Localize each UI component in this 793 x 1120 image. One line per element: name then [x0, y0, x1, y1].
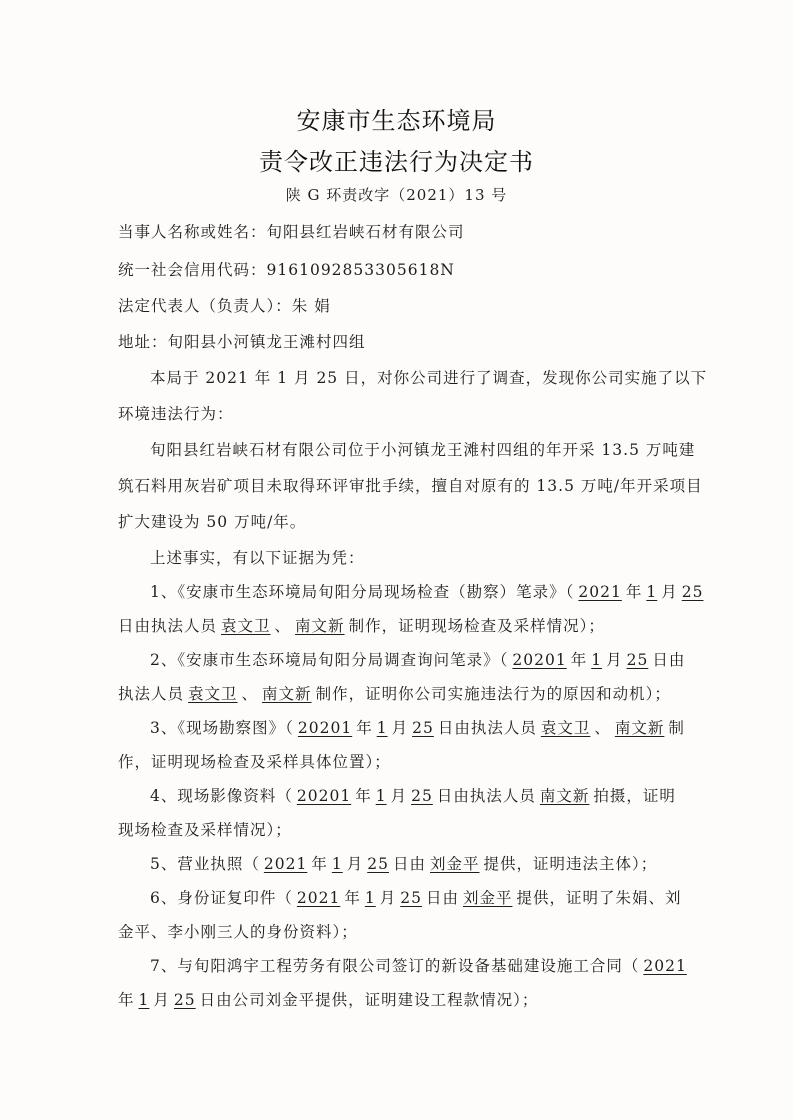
- party-name-value: 旬阳县红岩峡石材有限公司: [266, 223, 465, 241]
- evidence-text: 月: [346, 855, 364, 873]
- evidence-text: 拍摄，证明: [593, 787, 676, 805]
- evidence-text: 提供，证明违法主体）；: [483, 855, 658, 873]
- filled-year: 2021: [643, 957, 687, 975]
- evidence-text: 1、《安康市生态环境局旬阳分局现场检查（勘察）笔录》（: [150, 583, 575, 601]
- evidence-item-cont: 现场检查及采样情况）；: [118, 821, 292, 839]
- evidence-text: 日由执法人员: [436, 787, 536, 805]
- evidence-item: [150, 716, 685, 738]
- filled-day: 25: [173, 991, 196, 1009]
- evidence-item-cont: 作，证明现场检查及采样具体位置）；: [118, 753, 391, 771]
- evidence-text: 、: [274, 617, 292, 635]
- filled-month: 1: [375, 787, 387, 805]
- evidence-text: 制作，证明你公司实施违法行为的原因和动机）；: [315, 685, 671, 703]
- evidence-text: 日由执法人员: [118, 617, 218, 635]
- paragraph-line: 筑石料用灰岩矿项目未取得环评审批手续，擅自对原有的 13.5 万吨/年开采项目: [118, 477, 703, 495]
- evidence-text: 年: [625, 583, 643, 601]
- evidence-text: 3、《现场勘察图》（: [150, 719, 294, 737]
- evidence-text: 、: [241, 685, 259, 703]
- address-row: [118, 330, 366, 352]
- evidence-text: 日由: [392, 855, 426, 873]
- evidence-text: 制作，证明现场检查及采样情况）；: [348, 617, 605, 635]
- filled-year: 2021: [296, 889, 341, 907]
- evidence-text: 2、《安康市生态环境局旬阳分局调查询问笔录》（: [150, 651, 509, 669]
- filled-month: 1: [138, 991, 150, 1009]
- evidence-text: 6、身份证复印件（: [150, 889, 293, 907]
- evidence-text: 7、与旬阳鸿宇工程劳务有限公司签订的新设备基础建设施工合同（: [150, 957, 640, 975]
- evidence-item-cont: 金平、李小刚三人的身份资料）；: [118, 923, 358, 941]
- filled-officer: 南文新: [614, 719, 665, 737]
- evidence-item-cont: [118, 988, 538, 1010]
- evidence-item: [150, 954, 691, 976]
- evidence-text: 月: [379, 889, 397, 907]
- party-name-row: [118, 220, 465, 242]
- party-name-label: 当事人名称或姓名：: [118, 223, 267, 241]
- credit-code-value: 9161092853305618N: [266, 261, 455, 279]
- address-label: 地址：: [118, 333, 168, 351]
- document-number: 陕 G 环责改字（2021）13 号: [285, 186, 508, 204]
- filled-officer: 南文新: [295, 617, 345, 635]
- paragraph-line: 环境违法行为：: [118, 405, 234, 423]
- issuing-authority: 安康市生态环境局: [296, 107, 497, 135]
- document-title: 责令改正违法行为决定书: [259, 148, 534, 176]
- filled-officer: 袁文卫: [221, 617, 271, 635]
- filled-month: 1: [376, 719, 388, 737]
- paragraph-line: 旬阳县红岩峡石材有限公司位于小河镇龙王滩村四组的年开采 13.5 万吨建: [150, 441, 696, 459]
- evidence-text: 日由: [652, 651, 686, 669]
- legal-rep-row: [118, 294, 331, 316]
- filled-officer: 南文新: [539, 787, 590, 805]
- evidence-item: [150, 580, 707, 602]
- evidence-text: 年: [311, 855, 328, 873]
- filled-year: 20201: [296, 787, 352, 805]
- evidence-text: 年: [355, 787, 372, 805]
- evidence-item: [150, 886, 682, 908]
- evidence-item: [150, 784, 676, 806]
- evidence-text: 执法人员: [118, 685, 185, 703]
- evidence-text: 月: [153, 991, 170, 1009]
- filled-month: 1: [331, 855, 343, 873]
- filled-year: 2021: [263, 855, 308, 873]
- filled-year: 20201: [297, 719, 353, 737]
- evidence-text: 5、营业执照（: [150, 855, 260, 873]
- evidence-text: 4、现场影像资料（: [150, 787, 293, 805]
- evidence-item-cont: [118, 682, 671, 704]
- paragraph-line: 扩大建设为 50 万吨/年。: [118, 513, 307, 531]
- filled-day: 25: [367, 855, 389, 873]
- address-value: 旬阳县小河镇龙王滩村四组: [167, 333, 366, 351]
- evidence-text: 制: [668, 719, 685, 737]
- filled-year: 20201: [512, 651, 567, 669]
- filled-provider: 刘金平: [462, 889, 513, 907]
- evidence-item: [150, 852, 657, 874]
- filled-day: 25: [681, 583, 704, 601]
- filled-officer: 袁文卫: [540, 719, 591, 737]
- filled-provider: 刘金平: [429, 855, 480, 873]
- filled-day: 25: [412, 719, 434, 737]
- evidence-text: 月: [661, 583, 678, 601]
- credit-code-row: [118, 258, 455, 280]
- evidence-text: 日由: [425, 889, 459, 907]
- evidence-text: 月: [390, 787, 408, 805]
- filled-month: 1: [364, 889, 376, 907]
- evidence-text: 月: [391, 719, 409, 737]
- evidence-text: 提供，证明了朱娟、刘: [516, 889, 682, 907]
- legal-rep-label: 法定代表人（负责人）：: [118, 297, 292, 315]
- filled-day: 25: [626, 651, 649, 669]
- filled-officer: 袁文卫: [188, 685, 238, 703]
- evidence-text: 日由公司刘金平提供，证明建设工程款情况）；: [199, 991, 539, 1009]
- evidence-item-cont: [118, 614, 605, 636]
- evidence-text: 年: [570, 651, 588, 669]
- evidence-text: 年: [344, 889, 361, 907]
- filled-day: 25: [411, 787, 433, 805]
- legal-rep-value: 朱 娟: [291, 297, 331, 315]
- evidence-text: 月: [606, 651, 623, 669]
- evidence-text: 年: [356, 719, 373, 737]
- evidence-text: 、: [594, 719, 611, 737]
- credit-code-label: 统一社会信用代码：: [118, 261, 267, 279]
- filled-month: 1: [646, 583, 658, 601]
- evidence-text: 年: [118, 991, 135, 1009]
- paragraph-line: 本局于 2021 年 1 月 25 日，对你公司进行了调查，发现你公司实施了以下: [150, 369, 708, 387]
- filled-year: 2021: [578, 583, 622, 601]
- evidence-item: [150, 648, 685, 670]
- paragraph-line: 上述事实，有以下证据为凭：: [150, 549, 365, 567]
- filled-day: 25: [400, 889, 422, 907]
- evidence-text: 日由执法人员: [437, 719, 537, 737]
- filled-month: 1: [591, 651, 603, 669]
- filled-officer: 南文新: [262, 685, 312, 703]
